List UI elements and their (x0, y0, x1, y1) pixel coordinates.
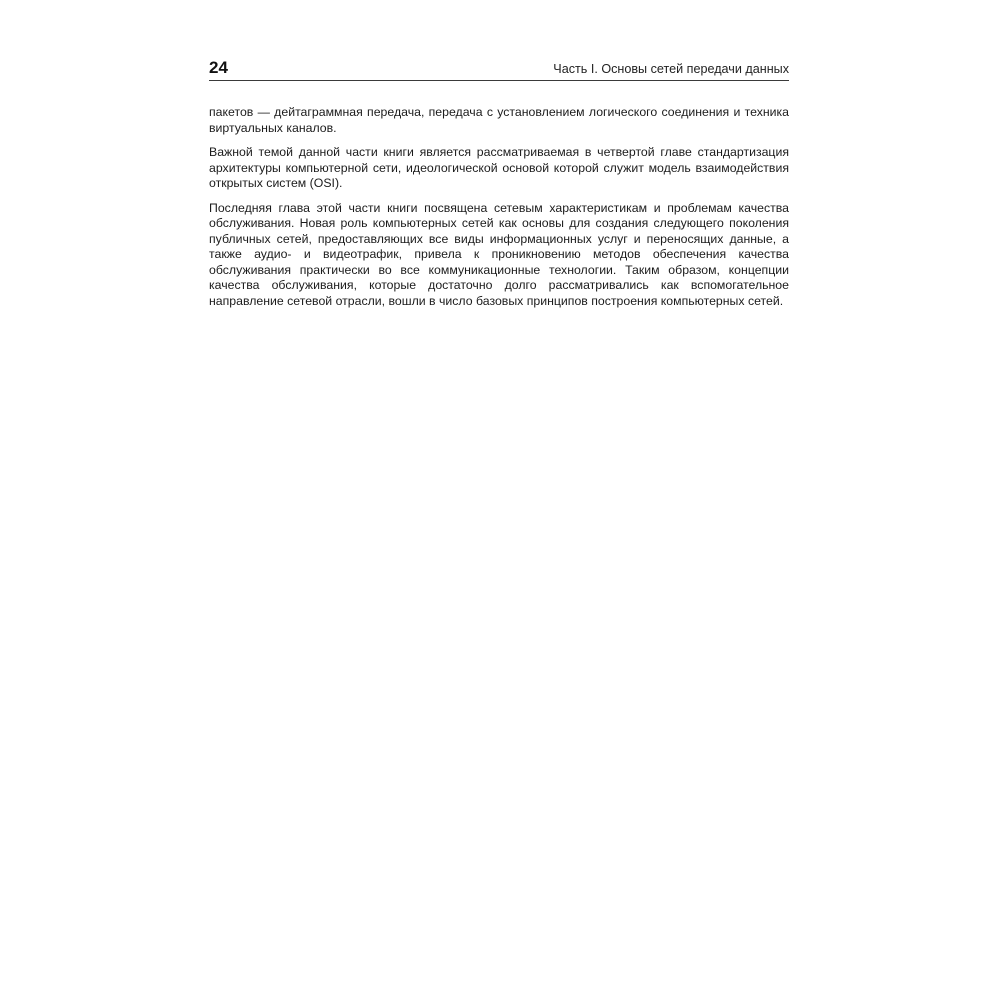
running-title: Часть I. Основы сетей передачи данных (553, 62, 789, 76)
body-text (209, 105, 789, 309)
book-page (209, 55, 789, 318)
paragraph: Важной темой данной части книги является рассматриваемая в четвертой главе стандартизация архитектуры компьютерной сети, идеологической основой которой служит модель взаимодействия открытых систем (OSI). (209, 145, 789, 190)
page-number: 24 (209, 58, 228, 77)
paragraph: пакетов — дейтаграммная передача, передача с установлением логического соединения и техника виртуальных каналов. (209, 105, 789, 135)
running-header (209, 55, 789, 81)
paragraph: Последняя глава этой части книги посвящена сетевым характеристикам и проблемам качества обслуживания. Новая роль компьютерных сетей как основы для создания следующего поколения публичных сетей, предоставляющих все виды информационных услуг и переносящих данные, а также аудио- и видеотрафик, привела к проникновению методов обеспечения качества обслуживания практически во все коммуникационные технологии. Таким образом, концепции качества обслуживания, которые достаточно долго рассматривались как вспомогательное направление сетевой отрасли, вошли в число базовых принципов построения компьютерных сетей. (209, 200, 789, 308)
